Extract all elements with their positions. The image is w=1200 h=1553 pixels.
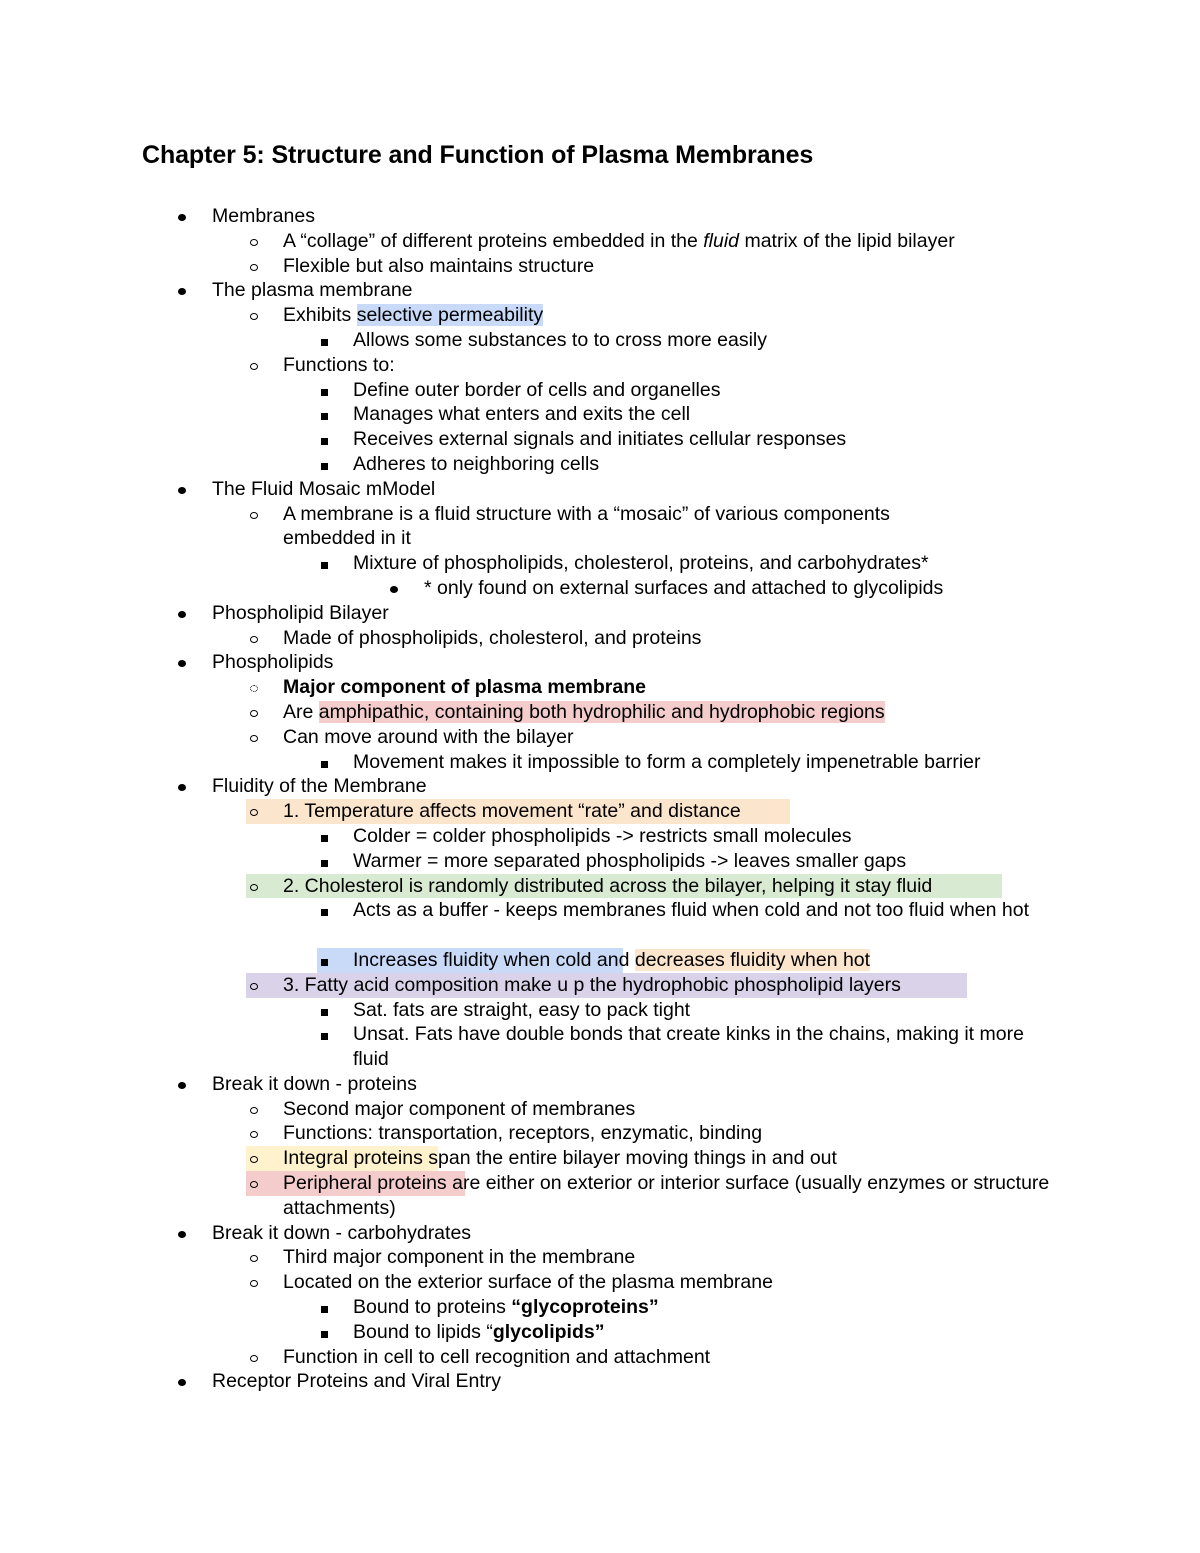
list-item: Movement makes it impossible to form a completely impenetrable barrier	[0, 750, 1200, 775]
list-item: Can move around with the bilayer	[0, 725, 1200, 750]
bullet-disc-icon	[176, 1221, 190, 1246]
bullet-square-icon	[318, 824, 332, 849]
bullet-circle-icon	[248, 626, 262, 651]
list-item: Phospholipids	[0, 650, 1200, 675]
list-item: Are amphipathic, containing both hydrophilic and hydrophobic regions	[0, 700, 1200, 725]
list-item: Mixture of phospholipids, cholesterol, proteins, and carbohydrates*	[0, 551, 1200, 576]
bullet-square-icon	[318, 378, 332, 403]
list-item: Bound to lipids “glycolipids”	[0, 1320, 1200, 1345]
list-item: Colder = colder phospholipids -> restricts small molecules	[0, 824, 1200, 849]
list-item: Phospholipid Bilayer	[0, 601, 1200, 626]
bullet-square-icon	[318, 898, 332, 923]
bullet-circle-icon	[248, 1245, 262, 1270]
bullet-circle-icon	[248, 700, 262, 725]
list-item: Unsat. Fats have double bonds that create kinks in the chains, making it more fluid	[0, 1022, 1200, 1072]
list-item: Third major component in the membrane	[0, 1245, 1200, 1270]
bullet-circle-icon	[248, 725, 262, 750]
bullet-circle-icon	[248, 1121, 262, 1146]
bullet-circle-icon	[248, 1270, 262, 1295]
bullet-disc-icon	[176, 601, 190, 626]
list-item: Fluidity of the Membrane	[0, 774, 1200, 799]
list-item: A membrane is a fluid structure with a “mosaic” of various components embedded in it	[0, 502, 1200, 552]
list-item: 1. Temperature affects movement “rate” and distance	[0, 799, 1200, 824]
list-item: Membranes	[0, 204, 1200, 229]
bullet-disc-icon	[176, 774, 190, 799]
list-item: Receptor Proteins and Viral Entry	[0, 1369, 1200, 1394]
bullet-disc-icon	[176, 650, 190, 675]
list-item: Located on the exterior surface of the plasma membrane	[0, 1270, 1200, 1295]
list-item: * only found on external surfaces and attached to glycolipids	[0, 576, 1200, 601]
list-item: Define outer border of cells and organelles	[0, 378, 1200, 403]
list-item: Second major component of membranes	[0, 1097, 1200, 1122]
bullet-disc-icon	[176, 477, 190, 502]
bullet-circle-icon	[248, 229, 262, 254]
highlight-orange: decreases fluidity when hot	[634, 948, 871, 971]
bullet-disc-icon	[388, 576, 402, 601]
bullet-circle-icon	[248, 353, 262, 378]
bullet-square-icon	[318, 1022, 332, 1047]
bullet-square-icon	[318, 1295, 332, 1320]
bullet-square-icon	[318, 948, 332, 973]
bullet-square-icon	[318, 998, 332, 1023]
list-item: Break it down - proteins	[0, 1072, 1200, 1097]
bullet-square-icon	[318, 849, 332, 874]
bullet-disc-icon	[176, 278, 190, 303]
bullet-circle-icon	[248, 254, 262, 279]
bullet-square-icon	[318, 328, 332, 353]
list-item: Break it down - carbohydrates	[0, 1221, 1200, 1246]
list-item: Adheres to neighboring cells	[0, 452, 1200, 477]
list-item: Sat. fats are straight, easy to pack tight	[0, 998, 1200, 1023]
list-item: Receives external signals and initiates cellular responses	[0, 427, 1200, 452]
list-item: 2. Cholesterol is randomly distributed across the bilayer, helping it stay fluid	[0, 874, 1200, 899]
bullet-circle-icon	[248, 1146, 262, 1171]
page-title: Chapter 5: Structure and Function of Plasma Membranes	[142, 141, 814, 169]
bullet-square-icon	[318, 551, 332, 576]
list-item: Warmer = more separated phospholipids -> leaves smaller gaps	[0, 849, 1200, 874]
list-item: Bound to proteins “glycoproteins”	[0, 1295, 1200, 1320]
bullet-square-icon	[318, 427, 332, 452]
list-item: Integral proteins span the entire bilayer moving things in and out	[0, 1146, 1200, 1171]
list-item: Peripheral proteins are either on exterior or interior surface (usually enzymes or structure attachments)	[0, 1171, 1200, 1221]
bullet-circle-icon	[248, 675, 262, 700]
list-item: Acts as a buffer - keeps membranes fluid when cold and not too fluid when hot	[0, 898, 1200, 948]
bullet-circle-icon	[248, 874, 262, 899]
list-item: Major component of plasma membrane	[0, 675, 1200, 700]
bullet-disc-icon	[176, 1072, 190, 1097]
list-item: Functions to:	[0, 353, 1200, 378]
bullet-disc-icon	[176, 1369, 190, 1394]
list-item: Allows some substances to to cross more easily	[0, 328, 1200, 353]
list-item: Increases fluidity when cold and decreases fluidity when hot	[0, 948, 1200, 973]
list-item: Function in cell to cell recognition and attachment	[0, 1345, 1200, 1370]
bullet-square-icon	[318, 402, 332, 427]
list-item: Made of phospholipids, cholesterol, and proteins	[0, 626, 1200, 651]
list-item: The Fluid Mosaic mModel	[0, 477, 1200, 502]
bullet-circle-icon	[248, 799, 262, 824]
list-item: Exhibits selective permeability	[0, 303, 1200, 328]
bullet-circle-icon	[248, 502, 262, 527]
list-item: Functions: transportation, receptors, enzymatic, binding	[0, 1121, 1200, 1146]
list-item: Flexible but also maintains structure	[0, 254, 1200, 279]
bullet-circle-icon	[248, 1345, 262, 1370]
bullet-circle-icon	[248, 1097, 262, 1122]
list-item: 3. Fatty acid composition make u p the hydrophobic phospholipid layers	[0, 973, 1200, 998]
list-item: A “collage” of different proteins embedded in the fluid matrix of the lipid bilayer	[0, 229, 1200, 254]
list-item: The plasma membrane	[0, 278, 1200, 303]
bullet-square-icon	[318, 1320, 332, 1345]
bullet-circle-icon	[248, 973, 262, 998]
bullet-circle-icon	[248, 1171, 262, 1196]
list-item: Manages what enters and exits the cell	[0, 402, 1200, 427]
bullet-square-icon	[318, 750, 332, 775]
highlight-red: amphipathic, containing both hydrophilic and hydrophobic regions	[318, 700, 885, 723]
bullet-circle-icon	[248, 303, 262, 328]
outline-list	[0, 204, 1200, 1394]
bullet-square-icon	[318, 452, 332, 477]
highlight-blue: selective permeability	[356, 304, 544, 327]
bullet-disc-icon	[176, 204, 190, 229]
